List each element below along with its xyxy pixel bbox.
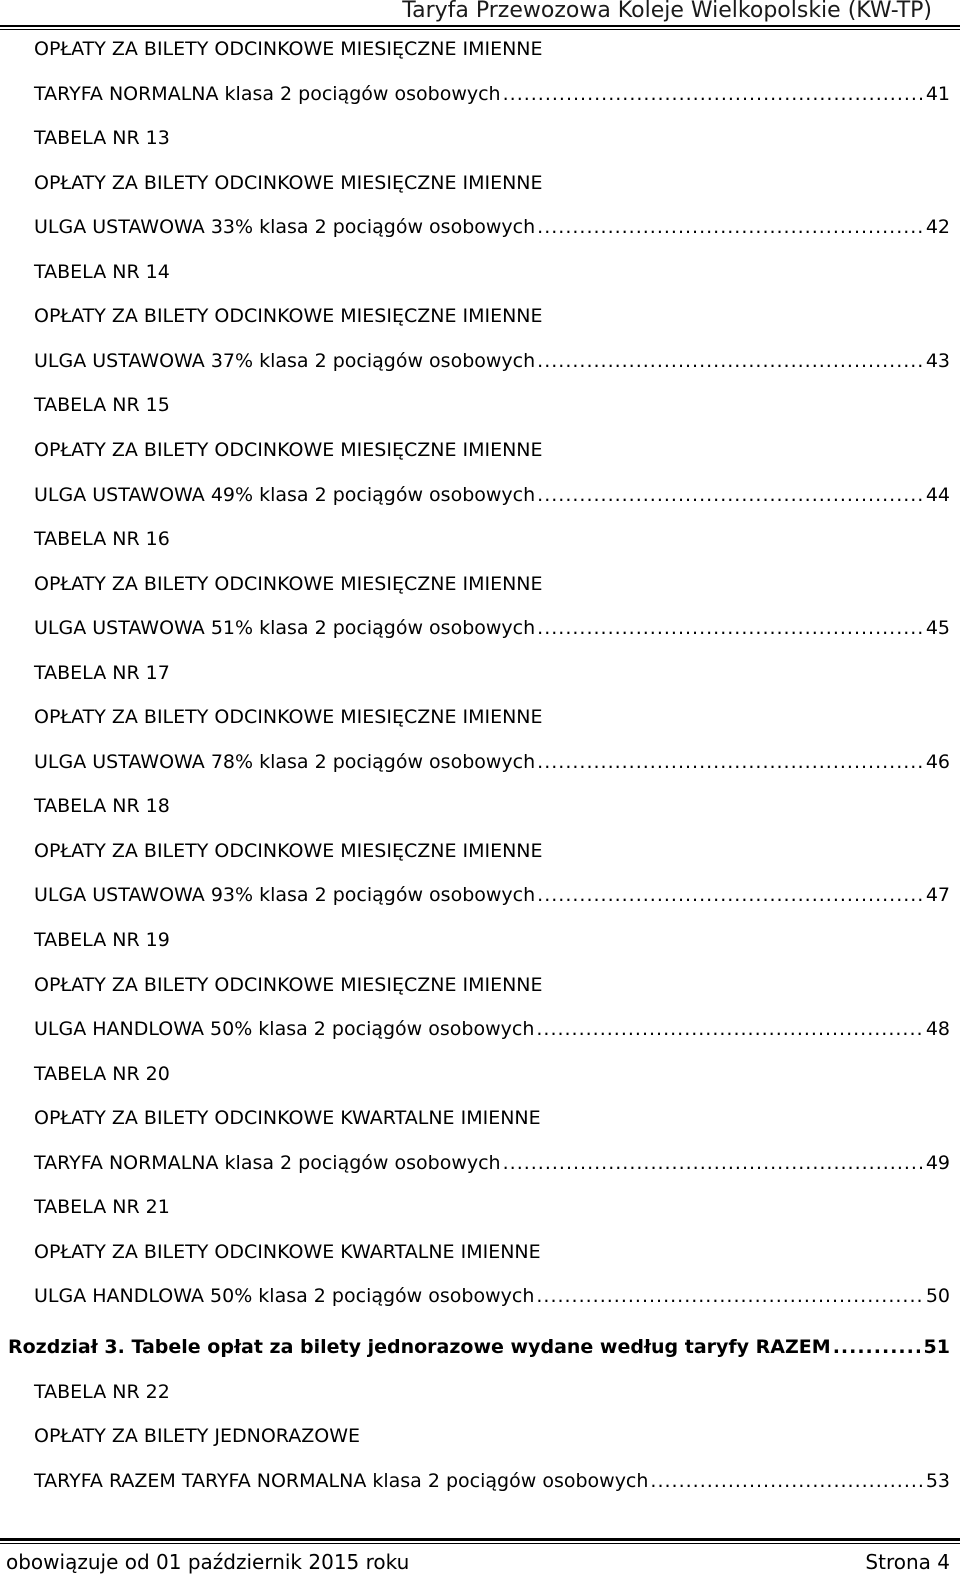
toc-entry-text: OPŁATY ZA BILETY ODCINKOWE MIESIĘCZNE IMIENNE — [34, 572, 543, 595]
dot-leader — [537, 348, 922, 374]
dot-leader — [503, 1150, 922, 1176]
toc-heading — [34, 1239, 950, 1265]
toc-entry-text: OPŁATY ZA BILETY ODCINKOWE MIESIĘCZNE IMIENNE — [34, 706, 543, 729]
toc-entry[interactable] — [34, 1468, 950, 1494]
toc-page-number: 48 — [925, 1018, 950, 1041]
toc-heading — [34, 125, 950, 151]
toc-entry-text: ULGA USTAWOWA 93% klasa 2 pociągów osobowych — [34, 884, 536, 907]
footer-rule-thin — [0, 1543, 960, 1544]
toc-entry-text: OPŁATY ZA BILETY ODCINKOWE MIESIĘCZNE IMIENNE — [34, 171, 543, 194]
dot-leader — [537, 749, 922, 775]
toc-heading — [34, 437, 950, 463]
footer-rule — [0, 1538, 960, 1541]
toc-entry-text: TABELA NR 18 — [34, 795, 170, 818]
dot-leader — [537, 482, 922, 508]
toc-entry[interactable] — [34, 81, 950, 107]
page-number: Strona 4 — [865, 1550, 950, 1574]
toc-entry-text: ULGA HANDLOWA 50% klasa 2 pociągów osobowych — [34, 1018, 535, 1041]
toc-entry[interactable] — [34, 348, 950, 374]
toc-page-number: 45 — [925, 617, 950, 640]
toc-entry-text: TABELA NR 22 — [34, 1380, 170, 1403]
toc-entry-text: TABELA NR 15 — [34, 394, 170, 417]
toc-page-number: 42 — [925, 216, 950, 239]
toc-entry-text: OPŁATY ZA BILETY ODCINKOWE MIESIĘCZNE IMIENNE — [34, 973, 543, 996]
toc-entry-text: ULGA HANDLOWA 50% klasa 2 pociągów osobowych — [34, 1285, 535, 1308]
page-header — [0, 0, 960, 28]
toc-entry-text: TABELA NR 21 — [34, 1196, 170, 1219]
toc-entry-text: OPŁATY ZA BILETY ODCINKOWE KWARTALNE IMIENNE — [34, 1107, 541, 1130]
toc-entry-text: TABELA NR 14 — [34, 260, 170, 283]
toc-heading — [34, 1379, 950, 1405]
toc-heading — [34, 793, 950, 819]
toc-entry-text: TARYFA NORMALNA klasa 2 pociągów osobowych — [34, 1151, 501, 1174]
toc-page-number: 47 — [925, 884, 950, 907]
header-rule-thin — [0, 29, 960, 30]
toc-entry-text: TABELA NR 19 — [34, 929, 170, 951]
toc-heading — [34, 1061, 950, 1087]
toc-entry-text: OPŁATY ZA BILETY ODCINKOWE KWARTALNE IMIENNE — [34, 1240, 541, 1263]
toc-page-number: 46 — [925, 750, 950, 773]
toc-entry[interactable] — [34, 1150, 950, 1176]
toc-heading — [34, 259, 950, 285]
toc-heading — [34, 392, 950, 418]
toc-page-number: 49 — [925, 1151, 950, 1174]
toc-page-number: 50 — [925, 1285, 950, 1308]
toc-entry-text: TARYFA NORMALNA klasa 2 pociągów osobowych — [34, 82, 501, 105]
toc-entry[interactable] — [34, 882, 950, 908]
toc-entry-text: OPŁATY ZA BILETY ODCINKOWE MIESIĘCZNE IMIENNE — [34, 38, 543, 60]
toc-entry-text: TABELA NR 16 — [34, 528, 170, 551]
toc-entry-text: TABELA NR 17 — [34, 661, 170, 684]
toc-heading — [34, 660, 950, 686]
toc-entry-text: OPŁATY ZA BILETY ODCINKOWE MIESIĘCZNE IMIENNE — [34, 839, 543, 862]
dot-leader — [536, 1283, 921, 1309]
toc-page-number: 51 — [923, 1335, 950, 1358]
dot-leader — [536, 1016, 921, 1042]
toc-entry-text: ULGA USTAWOWA 78% klasa 2 pociągów osobowych — [34, 750, 536, 773]
toc-entry-text: ULGA USTAWOWA 37% klasa 2 pociągów osobowych — [34, 349, 536, 372]
toc-heading — [34, 972, 950, 998]
toc-heading — [34, 1423, 950, 1449]
dot-leader — [650, 1468, 921, 1494]
dot-leader — [503, 81, 922, 107]
header-rule — [0, 25, 960, 27]
toc-entry-text: TABELA NR 20 — [34, 1062, 170, 1085]
toc-entry-text: TABELA NR 13 — [34, 127, 170, 150]
dot-leader — [537, 214, 922, 240]
dot-leader — [537, 615, 922, 641]
toc-entry-text: OPŁATY ZA BILETY ODCINKOWE MIESIĘCZNE IMIENNE — [34, 438, 543, 461]
toc-entry[interactable] — [34, 615, 950, 641]
toc-page-number: 43 — [925, 349, 950, 372]
toc-page-number: 53 — [925, 1469, 950, 1492]
toc-page-number: 44 — [925, 483, 950, 506]
toc-entry-text: ULGA USTAWOWA 49% klasa 2 pociągów osobowych — [34, 483, 536, 506]
toc-heading — [34, 704, 950, 730]
toc-heading — [34, 571, 950, 597]
toc-heading — [34, 303, 950, 329]
toc-entry[interactable] — [34, 1283, 950, 1309]
document-title: Taryfa Przewozowa Koleje Wielkopolskie (KW-TP) — [402, 0, 932, 23]
toc-entry-text: OPŁATY ZA BILETY ODCINKOWE MIESIĘCZNE IMIENNE — [34, 305, 543, 328]
toc-heading — [34, 36, 950, 62]
toc-heading — [34, 838, 950, 864]
toc-entry[interactable] — [34, 214, 950, 240]
toc-page-number: 41 — [925, 82, 950, 105]
dot-leader — [833, 1334, 920, 1360]
toc-heading — [34, 1105, 950, 1131]
toc-heading — [34, 526, 950, 552]
effective-date: obowiązuje od 01 październik 2015 roku — [6, 1550, 410, 1574]
toc-heading — [34, 170, 950, 196]
toc-entry-text: ULGA USTAWOWA 33% klasa 2 pociągów osobowych — [34, 216, 536, 239]
toc-entry-text: OPŁATY ZA BILETY JEDNORAZOWE — [34, 1425, 360, 1448]
toc-entry[interactable] — [34, 1016, 950, 1042]
dot-leader — [537, 882, 922, 908]
toc-heading — [34, 1194, 950, 1220]
toc-entry[interactable] — [34, 482, 950, 508]
toc-heading — [34, 927, 950, 953]
toc-entry[interactable] — [34, 749, 950, 775]
toc-chapter-entry[interactable] — [8, 1334, 950, 1360]
toc-entry-text: TARYFA RAZEM TARYFA NORMALNA klasa 2 pociągów osobowych — [34, 1469, 649, 1492]
toc-entry-text: Rozdział 3. Tabele opłat za bilety jednorazowe wydane według taryfy RAZEM — [8, 1335, 831, 1358]
toc-entry-text: ULGA USTAWOWA 51% klasa 2 pociągów osobowych — [34, 617, 536, 640]
page-footer — [0, 1538, 960, 1584]
